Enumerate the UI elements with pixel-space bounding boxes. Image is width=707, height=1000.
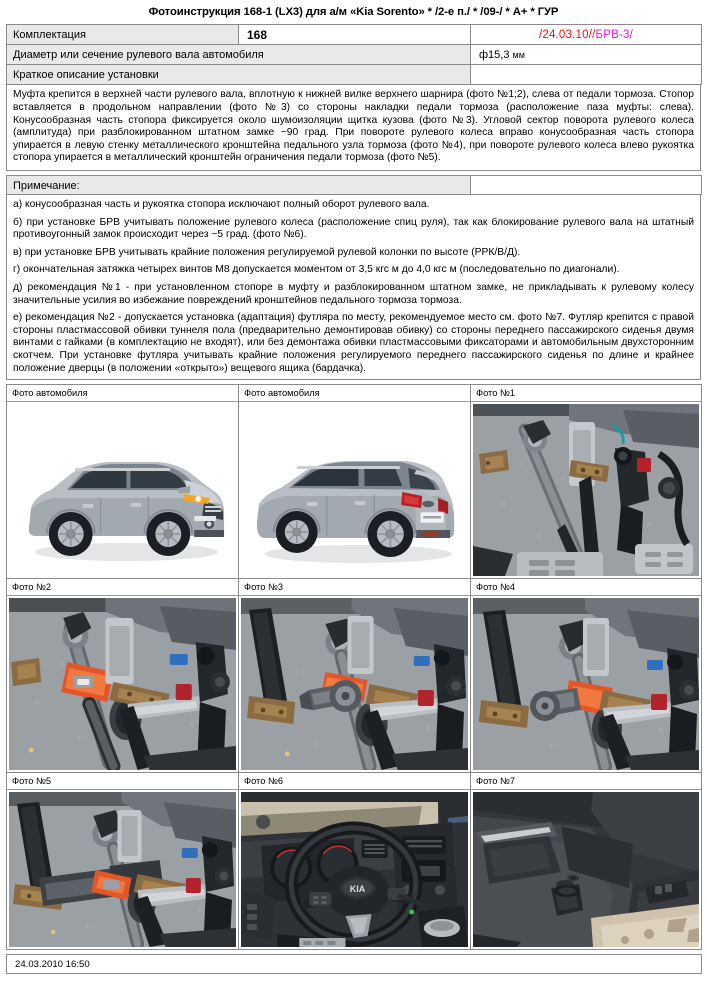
photo-frame-car-front — [7, 402, 238, 578]
table-row-diameter — [7, 45, 702, 65]
photo-row-1 — [7, 385, 702, 579]
notes-header-label: Примечание: — [13, 179, 80, 192]
table-row-notes-header — [7, 175, 702, 194]
footer-table — [6, 954, 702, 974]
document-timestamp: 24.03.2010 16:50 — [15, 959, 90, 971]
table-row-footer — [7, 955, 702, 974]
photo-image-foto-7 — [473, 792, 699, 947]
notes-list — [6, 195, 701, 380]
note-item-v: в) при установке БРВ учитывать крайние положения регулируемой рулевой колонки по высоте (РРК/В/Д). — [13, 246, 521, 258]
equipment-code-name: БРВ-3/ — [595, 29, 634, 42]
photo-cell-foto-5 — [7, 773, 239, 950]
photo-image-foto-5 — [9, 792, 236, 947]
diameter-value — [471, 45, 701, 62]
vehicle-info-table — [6, 24, 702, 85]
photo-image-foto-1 — [473, 404, 699, 576]
short-desc-label-cell — [7, 65, 471, 85]
photo-caption-foto-6: Фото №6 — [239, 773, 470, 790]
table-row-equipment — [7, 25, 702, 45]
equipment-value-cell — [239, 25, 471, 45]
photo-row-2 — [7, 579, 702, 773]
photo-frame-foto-7 — [471, 790, 701, 949]
note-item-b: б) при установке БРВ учитывать положение рулевого колеса (расположение спиц руля), так как блокирование рулевого вала на штатный противоугонный замок происходит через ~5 град. (фото №6). — [13, 216, 694, 241]
equipment-label-cell — [7, 25, 239, 45]
equipment-code-date: /24.03.10// — [538, 29, 596, 42]
photo-cell-foto-1 — [471, 385, 702, 579]
photo-frame-foto-5 — [7, 790, 238, 949]
photo-cell-car-front — [7, 385, 239, 579]
photo-caption-foto-5: Фото №5 — [7, 773, 238, 790]
notes-header-empty-cell — [471, 175, 702, 194]
photo-image-foto-4 — [473, 598, 699, 770]
photo-cell-foto-7 — [471, 773, 702, 950]
table-row-short-desc — [7, 65, 702, 85]
photo-image-car-front — [9, 404, 236, 576]
photo-frame-car-rear — [239, 402, 470, 578]
short-desc-empty-cell — [471, 65, 702, 85]
diameter-unit: мм — [512, 50, 525, 61]
note-item-e: е) рекомендация №2 - допускается установка (адаптация) футляра по месту, рекомендуемое место см. фото №7. Футляр крепится с правой стороны пластмассовой обивки туннеля пола (предварительно демонтировав обивку) со стороны переднего пассажирского сиденья двумя винтами с гайками (в комплектацию не входят), или без демонтажа обивки пластмассовыми фиксаторами и автомобильным двухсторонним скотчем. При установке футляра учитывать крайние положения регулируемого переднего пассажирского сиденья по длине и крайнее положение дверцы (в положении «открыто») вещевого ящика (бардачка). — [13, 312, 694, 374]
equipment-code-cell — [471, 25, 702, 45]
photo-image-foto-2 — [9, 598, 236, 770]
photo-caption-foto-4: Фото №4 — [471, 579, 701, 596]
footer-cell — [7, 955, 702, 974]
photo-cell-car-rear — [239, 385, 471, 579]
photo-caption-foto-2: Фото №2 — [7, 579, 238, 596]
diameter-label: Диаметр или сечение рулевого вала автомобиля — [13, 49, 264, 62]
photo-image-car-rear — [241, 404, 468, 576]
page-title: Фотоинструкция 168-1 (LX3) для а/м «Kia Sorento» * /2-е п./ * /09-/ * A+ * ГУР — [148, 6, 559, 18]
photo-image-foto-6 — [241, 792, 468, 947]
photo-caption-car-rear: Фото автомобиля — [239, 385, 470, 402]
equipment-value: 168 — [247, 28, 268, 43]
photo-cell-foto-6 — [239, 773, 471, 950]
photo-frame-foto-3 — [239, 596, 470, 772]
photo-cell-foto-3 — [239, 579, 471, 773]
equipment-label: Комплектация — [13, 29, 86, 42]
diameter-value-cell — [471, 45, 702, 65]
diameter-label-cell — [7, 45, 471, 65]
equipment-code — [471, 25, 701, 42]
diameter-number: ф15,3 — [479, 49, 510, 62]
photo-row-3 — [7, 773, 702, 950]
photo-frame-foto-4 — [471, 596, 701, 772]
installation-description: Муфта крепится в верхней части рулевого вала, вплотную к нижней вилке верхнего шарнира (фото №1;2), слева от педали тормоза. Стопор вставляется в продольном направлении (фото №3) со стороны накладки педали тормоза (расположение паза муфты: слева). Конусообразная часть стопора фиксируется около шумоизоляции щитка кузова (фото №3). Угловой сектор поворота рулевого колеса (амплитуда) при разблокированном штатном замке ~90 град. При повороте рулевого колеса вправо конусообразная часть стопора упирается в левую стенку металлического кронштейна педального узла тормоза (фото №4), при повороте рулевого колеса влево рукоятка стопора упирается в металлический кронштейн ограничения педали тормоза (фото №5). — [6, 85, 701, 171]
note-item-g: г) окончательная затяжка четырех винтов М8 допускается моментом от 3,5 кгс м до 4,0 кгс м (последовательно по диагонали). — [13, 264, 620, 276]
photo-caption-foto-3: Фото №3 — [239, 579, 470, 596]
photo-frame-foto-1 — [471, 402, 701, 578]
note-item-d: д) рекомендация №1 - при установленном стопоре в муфту и разблокированном штатном замке, не прикладывать к рулевому колесу значительные усилия во избежание повреждений кронштейнов педального тормоза тормоза. — [13, 281, 694, 306]
photo-grid — [6, 384, 702, 950]
photo-cell-foto-4 — [471, 579, 702, 773]
photo-frame-foto-6 — [239, 790, 470, 949]
photo-caption-car-front: Фото автомобиля — [7, 385, 238, 402]
notes-header-table — [6, 175, 702, 195]
note-item-a: а) конусообразная часть и рукоятка стопора исключают полный оборот рулевого вала. — [13, 198, 430, 210]
short-desc-label: Краткое описание установки — [13, 69, 159, 82]
photo-caption-foto-7: Фото №7 — [471, 773, 701, 790]
photo-cell-foto-2 — [7, 579, 239, 773]
photo-image-foto-3 — [241, 598, 468, 770]
photo-caption-foto-1: Фото №1 — [471, 385, 701, 402]
notes-header-cell — [7, 175, 471, 194]
photo-frame-foto-2 — [7, 596, 238, 772]
svg-text:KIA: KIA — [349, 884, 366, 895]
